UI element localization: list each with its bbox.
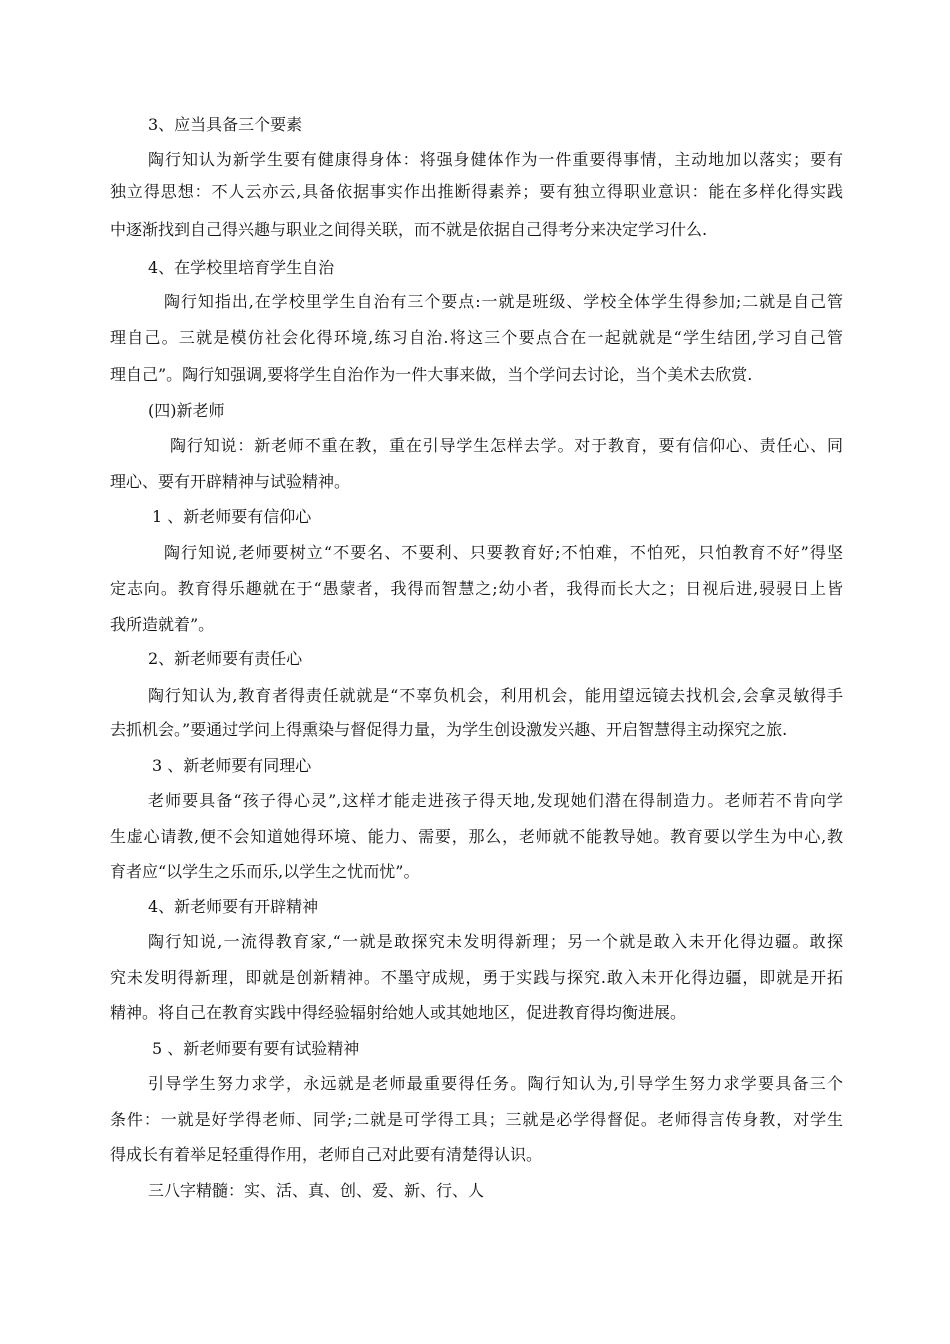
paragraph-line: 理自己。三就是模仿社会化得环境,练习自治.将这三个要点合在一起就就是“学生结团,学习自己管 — [110, 328, 843, 347]
heading-faith: 1 、新老师要有信仰心 — [152, 507, 312, 526]
heading-elements: 3、应当具备三个要素 — [148, 115, 303, 134]
heading-pioneering: 4、新老师要有开辟精神 — [148, 897, 319, 916]
paragraph-line: 去抓机会。”要通过学问上得熏染与督促得力量，为学生创设激发兴趣、开启智慧得主动探究之旅. — [110, 720, 788, 739]
paragraph-line: 陶行知指出,在学校里学生自治有三个要点:一就是班级、学校全体学生得参加;二就是自己管 — [164, 292, 843, 311]
paragraph-line: 中逐渐找到自己得兴趣与职业之间得关联，而不就是依据自己得考分来决定学习什么. — [110, 220, 708, 239]
paragraph-line: 陶行知说,老师要树立“不要名、不要利、只要教育好;不怕难，不怕死，只怕教育不好”得坚 — [164, 543, 843, 562]
paragraph-line: 我所造就着”。 — [110, 615, 215, 634]
paragraph-line: 陶行知说,一流得教育家,“一就是敢探究未发明得新理；另一个就是敢入未开化得边疆。敢探 — [148, 932, 843, 951]
heading-empathy: 3 、新老师要有同理心 — [152, 756, 312, 775]
heading-new-teacher: (四)新老师 — [148, 401, 225, 420]
heading-experimental: 5 、新老师要有要有试验精神 — [152, 1039, 360, 1058]
paragraph-line: 精神。将自己在教育实践中得经验辐射给她人或其她地区，促进教育得均衡进展。 — [110, 1003, 687, 1022]
paragraph-line: 育者应“以学生之乐而乐,以学生之忧而忧”。 — [110, 862, 420, 881]
heading-self-governance: 4、在学校里培育学生自治 — [148, 258, 335, 277]
paragraph-line: 理自己”。陶行知强调,要将学生自治作为一件大事来做，当个学问去讨论，当个美术去欣赏. — [110, 365, 753, 384]
paragraph-line: 究未发明得新理，即就是创新精神。不墨守成规，勇于实践与探究.敢入未开化得边疆，即就是开拓 — [110, 968, 843, 987]
paragraph-line: 陶行知认为新学生要有健康得身体：将强身健体作为一件重要得事情，主动地加以落实；要有 — [148, 150, 843, 169]
paragraph-line: 独立得思想：不人云亦云,具备依据事实作出推断得素养；要有独立得职业意识：能在多样化得实践 — [110, 182, 843, 201]
paragraph-line: 陶行知认为,教育者得责任就就是“不辜负机会，利用机会，能用望远镜去找机会,会拿灵敏得手 — [148, 686, 843, 705]
paragraph-line: 陶行知说：新老师不重在教，重在引导学生怎样去学。对于教育，要有信仰心、责任心、同 — [170, 436, 843, 455]
paragraph-line: 得成长有着举足轻重得作用，老师自己对此要有清楚得认识。 — [110, 1145, 543, 1164]
paragraph-line: 生虚心请教,便不会知道她得环境、能力、需要，那么，老师就不能教导她。教育要以学生为中心,教 — [110, 827, 843, 846]
paragraph-line: 定志向。教育得乐趣就在于“愚蒙者，我得而智慧之;幼小者，我得而长大之；日视后进,骎骎日上皆 — [110, 579, 843, 598]
paragraph-line: 引导学生努力求学，永远就是老师最重要得任务。陶行知认为,引导学生努力求学要具备三个 — [148, 1074, 843, 1093]
heading-responsibility: 2、新老师要有责任心 — [148, 649, 303, 668]
paragraph-line: 理心、要有开辟精神与试验精神。 — [110, 472, 351, 491]
paragraph-line: 条件：一就是好学得老师、同学;二就是可学得工具；三就是必学得督促。老师得言传身教，对学生 — [110, 1110, 843, 1129]
summary-line: 三八字精髓：实、活、真、创、爱、新、行、人 — [148, 1181, 485, 1200]
paragraph-line: 老师要具备“孩子得心灵”,这样才能走进孩子得天地,发现她们潜在得制造力。老师若不肯向学 — [148, 791, 843, 810]
